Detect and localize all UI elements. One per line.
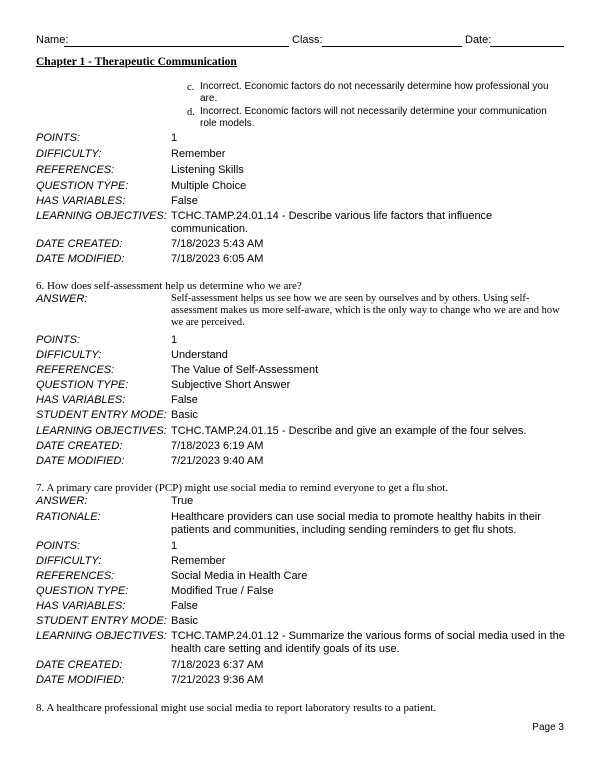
student-entry-mode-label: STUDENT ENTRY MODE: xyxy=(36,615,167,627)
learning-objectives-value: TCHC.TAMP.24.01.12 - Summarize the various forms of social media used in the health care setting and identify goals of its use. xyxy=(171,630,565,655)
class-line xyxy=(322,46,462,47)
option-text: Incorrect. Economic factors do not necessarily determine how professional you are. xyxy=(200,81,549,104)
has-variables-label: HAS VARIABLES: xyxy=(36,600,126,612)
references-value: The Value of Self-Assessment xyxy=(171,364,319,376)
question-type-value: Modified True / False xyxy=(171,585,274,597)
answer-label: ANSWER: xyxy=(36,293,88,305)
points-label: POINTS: xyxy=(36,540,81,552)
points-value: 1 xyxy=(171,132,178,144)
difficulty-label: DIFFICULTY: xyxy=(36,555,102,567)
references-value: Listening Skills xyxy=(171,164,244,176)
difficulty-value: Remember xyxy=(171,148,226,160)
points-value: 1 xyxy=(171,540,178,552)
question-type-value: Subjective Short Answer xyxy=(171,379,291,391)
difficulty-value: Understand xyxy=(171,349,228,361)
option-letter: d. xyxy=(187,107,195,118)
has-variables-label: HAS VARIABLES: xyxy=(36,394,126,406)
question-8: 8. A healthcare professional might use social media to report laboratory results to a patient. xyxy=(36,702,437,714)
name-line xyxy=(64,46,289,47)
date-created-label: DATE CREATED: xyxy=(36,659,123,671)
option-text: Incorrect. Economic factors will not necessarily determine your communication role models. xyxy=(200,106,547,129)
points-label: POINTS: xyxy=(36,132,81,144)
references-label: REFERENCES: xyxy=(36,364,115,376)
class-label: Class: xyxy=(292,34,323,46)
chapter-title: Chapter 1 - Therapeutic Communication xyxy=(36,56,237,68)
references-label: REFERENCES: xyxy=(36,164,115,176)
points-value: 1 xyxy=(171,334,178,346)
references-label: REFERENCES: xyxy=(36,570,115,582)
date-modified-label: DATE MODIFIED: xyxy=(36,253,125,265)
has-variables-value: False xyxy=(171,394,198,406)
date-line xyxy=(490,46,564,47)
learning-objectives-value: TCHC.TAMP.24.01.14 - Describe various life factors that influence communication. xyxy=(171,210,493,235)
question-7: 7. A primary care provider (PCP) might use social media to remind everyone to get a flu shot. xyxy=(36,482,449,494)
date-created-value: 7/18/2023 6:19 AM xyxy=(171,440,264,452)
date-modified-label: DATE MODIFIED: xyxy=(36,455,125,467)
has-variables-value: False xyxy=(171,195,198,207)
question-type-label: QUESTION TYPE: xyxy=(36,585,129,597)
question-6: 6. How does self-assessment help us determine who we are? xyxy=(36,280,302,292)
rationale-value: Healthcare providers can use social media to promote healthy habits in their patients and communities, including sending reminders to get flu shots. xyxy=(171,511,541,536)
question-type-label: QUESTION TYPE: xyxy=(36,379,129,391)
has-variables-label: HAS VARIABLES: xyxy=(36,195,126,207)
date-modified-value: 7/18/2023 6:05 AM xyxy=(171,253,264,265)
student-entry-mode-value: Basic xyxy=(171,409,198,421)
answer-label: ANSWER: xyxy=(36,495,88,507)
student-entry-mode-label: STUDENT ENTRY MODE: xyxy=(36,409,167,421)
learning-objectives-label: LEARNING OBJECTIVES: xyxy=(36,630,167,642)
question-type-value: Multiple Choice xyxy=(171,180,247,192)
difficulty-value: Remember xyxy=(171,555,226,567)
option-letter: c. xyxy=(187,82,195,93)
student-entry-mode-value: Basic xyxy=(171,615,198,627)
date-created-label: DATE CREATED: xyxy=(36,440,123,452)
date-created-label: DATE CREATED: xyxy=(36,238,123,250)
date-created-value: 7/18/2023 6:37 AM xyxy=(171,659,264,671)
date-created-value: 7/18/2023 5:43 AM xyxy=(171,238,264,250)
difficulty-label: DIFFICULTY: xyxy=(36,148,102,160)
points-label: POINTS: xyxy=(36,334,81,346)
references-value: Social Media in Health Care xyxy=(171,570,308,582)
answer-value: Self-assessment helps us see how we are seen by ourselves and by others. Using self-assessment makes us more self-aware, which is the only way to change who we are and how we are perceived. xyxy=(171,293,560,328)
learning-objectives-label: LEARNING OBJECTIVES: xyxy=(36,425,167,437)
learning-objectives-value: TCHC.TAMP.24.01.15 - Describe and give an example of the four selves. xyxy=(171,425,527,437)
difficulty-label: DIFFICULTY: xyxy=(36,349,102,361)
date-modified-value: 7/21/2023 9:40 AM xyxy=(171,455,264,467)
question-type-label: QUESTION TYPE: xyxy=(36,180,129,192)
date-label: Date: xyxy=(465,34,492,46)
rationale-label: RATIONALE: xyxy=(36,511,101,523)
has-variables-value: False xyxy=(171,600,198,612)
answer-value: True xyxy=(171,495,194,507)
date-modified-value: 7/21/2023 9:36 AM xyxy=(171,674,264,686)
page-number: Page 3 xyxy=(532,722,564,733)
learning-objectives-label: LEARNING OBJECTIVES: xyxy=(36,210,167,222)
name-label: Name: xyxy=(36,34,69,46)
date-modified-label: DATE MODIFIED: xyxy=(36,674,125,686)
